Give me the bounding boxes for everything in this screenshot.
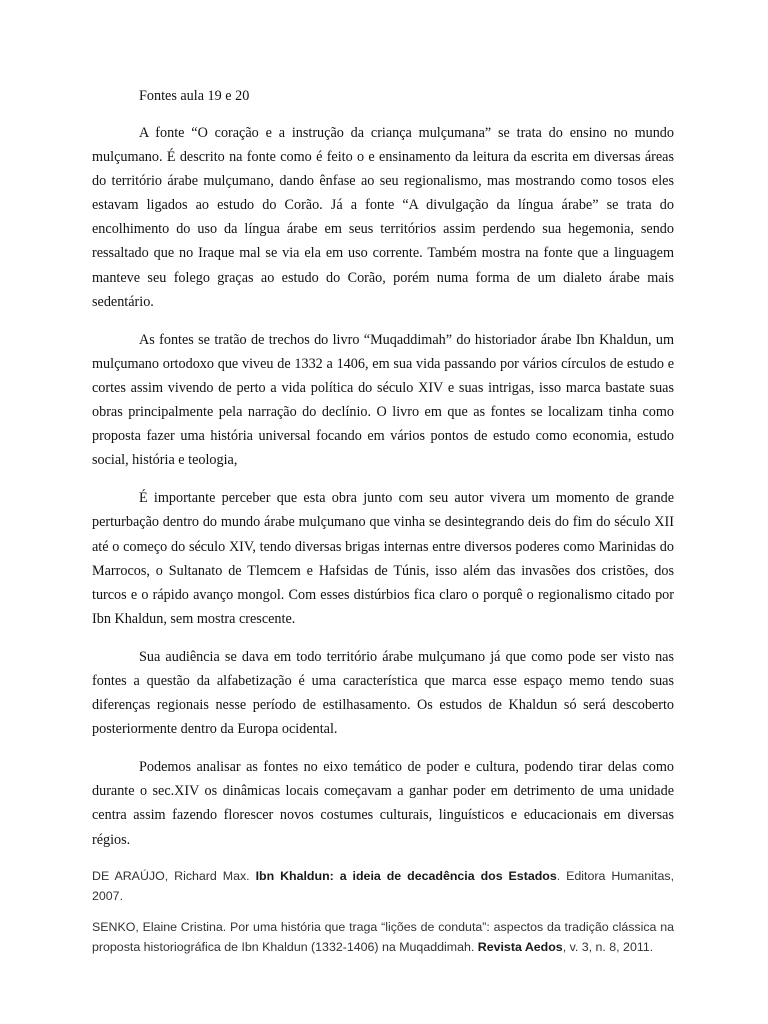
paragraph-2: As fontes se tratão de trechos do livro “Muqaddimah” do historiador árabe Ibn Khaldun, um mulçumano ortodoxo que viveu de 1332 a 1406, em sua vida passando por vários círculos de estudo e cortes assim vivendo de perto a vida política do século XIV e suas intrigas, isso marca bastate suas obras principalmente pela narração do declínio. O livro em que as fontes se localizam tinha como proposta fazer uma história universal focando em vários pontos de estudo como economia, estudo social, história e teologia, [92, 331, 674, 469]
reference-2-author: SENKO, Elaine Cristina. Por uma história que traga “lições de conduta”: aspectos da tradição clássica na proposta historiográfica de Ibn Khaldun (1332-1406) na Muqaddimah. [92, 919, 674, 955]
reference-1-author: DE ARAÚJO, Richard Max. [92, 868, 256, 883]
reference-2-details: , v. 3, n. 8, 2011. [562, 940, 654, 955]
paragraph-3: É importante perceber que esta obra junto com seu autor vivera um momento de grande perturbação dentro do mundo árabe mulçumano que vinha se desintegrando deis do fim do século XII até o começo do século XIV, tendo diversas brigas internas entre diversos poderes como Marinidas do Marrocos, o Sultanato de Tlemcem e Hafsidas de Túnis, isso além das invasões dos cristões, dos turcos e o rápido avanço mongol. Com esses distúrbios fica claro o porquê o regionalismo citado por Ibn Khaldun, sem mostra crescente. [92, 490, 674, 627]
reference-1 [92, 866, 674, 907]
reference-2-journal: Revista Aedos [477, 940, 563, 955]
document-heading: Fontes aula 19 e 20 [139, 88, 250, 104]
paragraph-4: Sua audiência se dava em todo território árabe mulçumano já que como pode ser visto nas fontes a questão da alfabetização é uma característica que marca esse espaço memo tendo suas diferenças regionais nesse período de estilhasamento. Os estudos de Khaldun só será descoberto posteriormente dentro da Europa ocidental. [92, 648, 674, 738]
reference-1-publisher: . Editora Humanitas, 2007. [92, 868, 675, 904]
paragraph-1: A fonte “O coração e a instrução da criança mulçumana” se trata do ensino no mundo mulçumano. É descrito na fonte como é feito o e ensinamento da leitura da escrita em diversas áreas do território árabe mulçumano, dando ênfase ao seu regionalismo, mas mostrando como tosos eles estavam ligados ao estudo do Corão. Já a fonte “A divulgação da língua árabe” se trata do encolhimento do uso da língua árabe em seus territórios assim perdendo sua hegemonia, sendo ressaltado que no Iraque mal se via ela em uso corrente. Também mostra na fonte que a linguagem manteve seu folego graças ao estudo do Corão, porém numa forma de um dialeto árabe mais sedentário. [92, 125, 674, 310]
reference-2 [92, 917, 674, 958]
reference-1-title: Ibn Khaldun: a ideia de decadência dos Estados [255, 868, 557, 883]
document-page [92, 86, 674, 968]
paragraph-5: Podemos analisar as fontes no eixo temático de poder e cultura, podendo tirar delas como durante o sec.XIV os dinâmicas locais começavam a ganhar poder em detrimento de uma unidade centra assim fazendo florescer novos costumes culturais, linguísticos e educacionais em diversas régios. [92, 759, 674, 848]
